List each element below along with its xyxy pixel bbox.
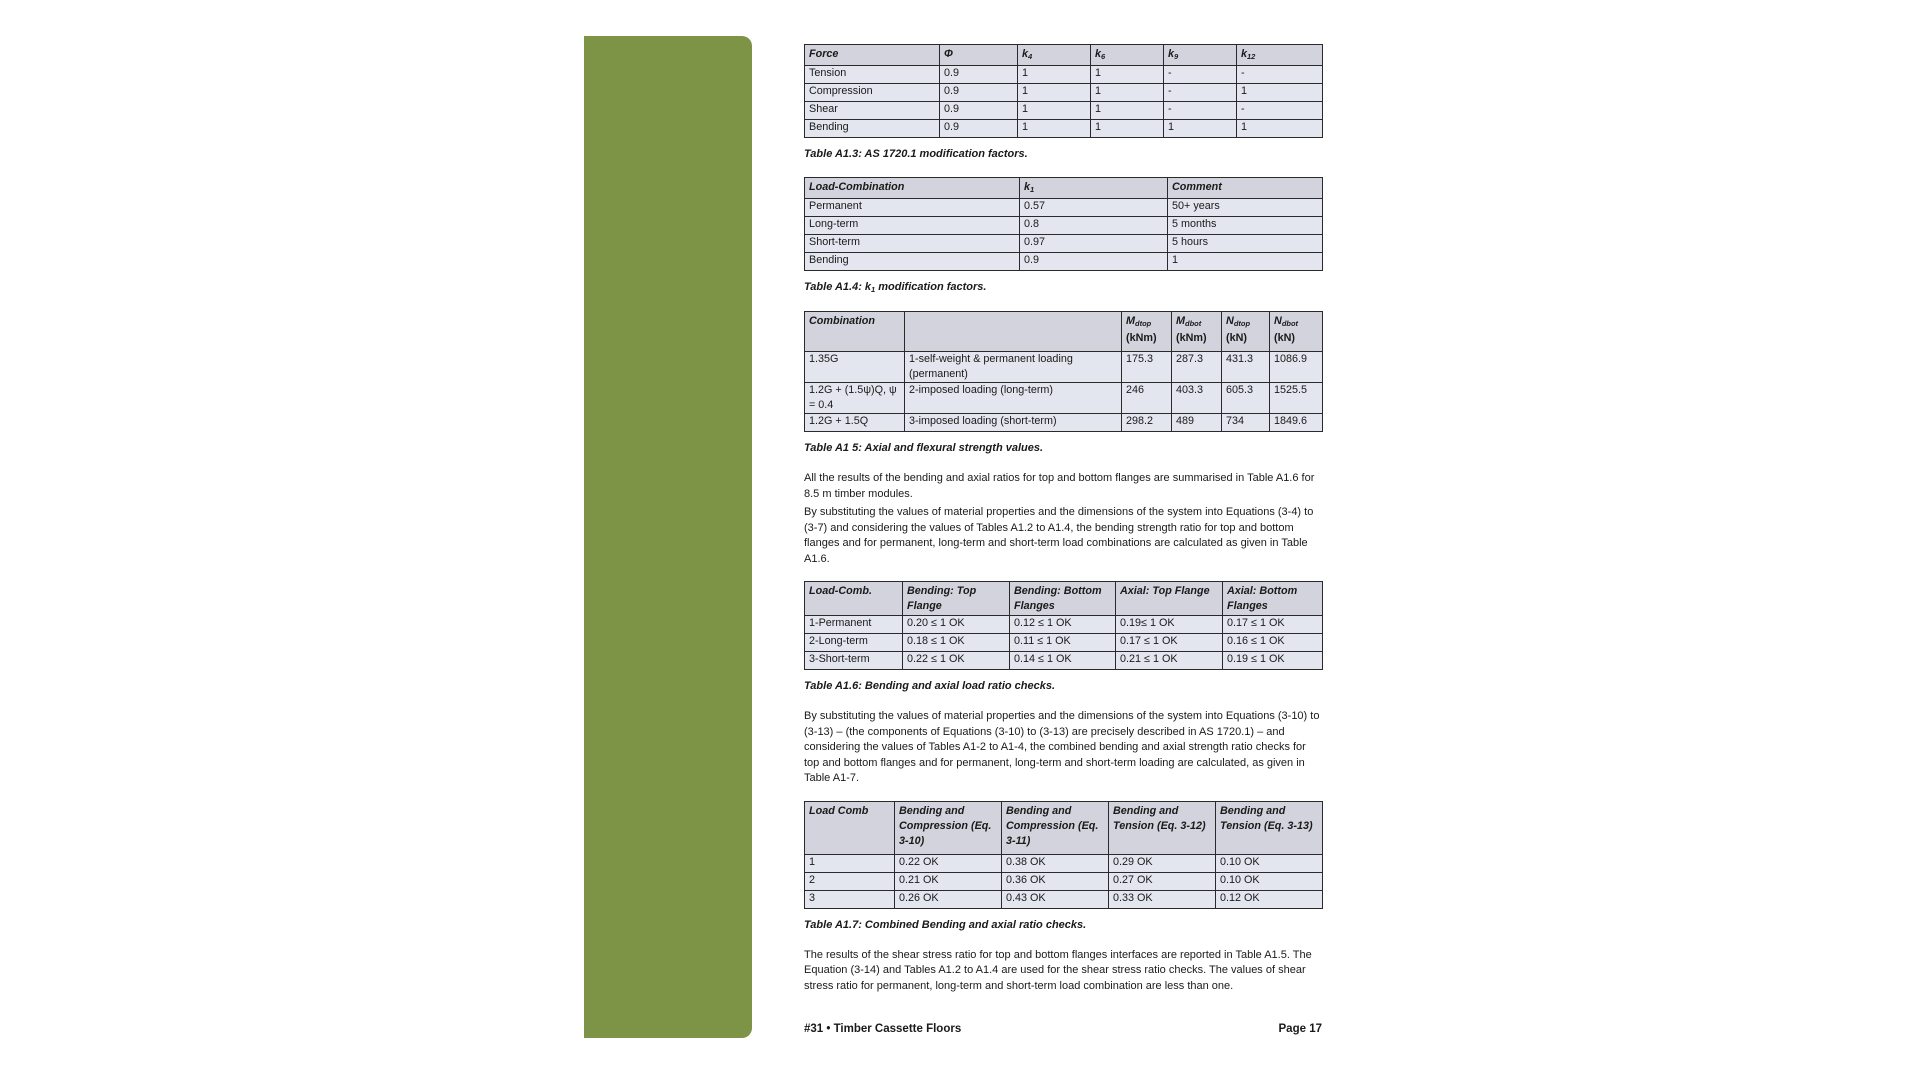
table-cell: 1	[1018, 120, 1091, 138]
table-cell: -	[1164, 84, 1237, 102]
table-header: Bending and Tension (Eq. 3-13)	[1216, 801, 1323, 854]
table-row	[805, 102, 1323, 120]
table-row	[805, 414, 1323, 432]
table-row	[805, 235, 1323, 253]
table-cell: 0.21 OK	[895, 872, 1002, 890]
table-cell: 0.8	[1020, 217, 1168, 235]
table-header: $N_{dtop}$ (kN)	[1222, 312, 1270, 352]
table-row	[805, 66, 1323, 84]
table-header: Bending and Compression (Eq. 3-11)	[1002, 801, 1109, 854]
table-cell: 0.10 OK	[1216, 872, 1323, 890]
table-header: Bending and Tension (Eq. 3-12)	[1109, 801, 1216, 854]
table-cell: 1086.9	[1270, 352, 1323, 383]
table-cell: Compression	[805, 84, 940, 102]
table-cell: 0.9	[940, 120, 1018, 138]
table-cell: 0.29 OK	[1109, 854, 1216, 872]
footer-title: #31 • Timber Cassette Floors	[804, 1023, 962, 1035]
table-cell: 1-self-weight & permanent loading (permanent)	[905, 352, 1122, 383]
table-cell: 1	[1091, 66, 1164, 84]
table-caption: Table A1.6: Bending and axial load ratio checks.	[804, 680, 1056, 692]
table-row	[805, 253, 1323, 271]
table-cell: 1	[1018, 84, 1091, 102]
table-a1-5	[804, 311, 1323, 432]
table-header: $k_9$	[1164, 45, 1237, 66]
paragraph: By substituting the values of material properties and the dimensions of the system into Equations (3-4) to (3-7) and considering the values of Tables A1.2 to A1.4, the bending strength ratio for top and bottom flanges and for permanent, long-term and short-term load combinations are calculated as given in Table A1.6.	[804, 506, 1314, 565]
table-cell: 3-imposed loading (short-term)	[905, 414, 1122, 432]
table-cell: 0.12 ≤ 1 OK	[1010, 616, 1116, 634]
table-header: $M_{dbot}$ (kNm)	[1172, 312, 1222, 352]
table-header: Bending: Bottom Flanges	[1010, 582, 1116, 616]
table-cell: 298.2	[1122, 414, 1172, 432]
table-cell: 0.36 OK	[1002, 872, 1109, 890]
table-cell: 0.11 ≤ 1 OK	[1010, 634, 1116, 652]
table-cell: 0.14 ≤ 1 OK	[1010, 652, 1116, 670]
table-cell: 1	[1091, 84, 1164, 102]
table-header: $N_{dbot}$ (kN)	[1270, 312, 1323, 352]
table-cell: 0.9	[940, 84, 1018, 102]
table-cell: 0.43 OK	[1002, 890, 1109, 908]
table-header: $k_{12}$	[1237, 45, 1323, 66]
table-row	[805, 199, 1323, 217]
table-header: $M_{dtop}$ (kNm)	[1122, 312, 1172, 352]
table-caption: Table A1.7: Combined Bending and axial ratio checks.	[804, 918, 1087, 931]
table-cell: Long-term	[805, 217, 1020, 235]
table-cell: 1525.5	[1270, 383, 1323, 414]
table-cell: 1	[805, 854, 895, 872]
table-cell: 3	[805, 890, 895, 908]
table-cell: 2-Long-term	[805, 634, 903, 652]
table-row	[805, 352, 1323, 383]
table-header: Axial: Top Flange	[1116, 582, 1223, 616]
table-cell: 0.21 ≤ 1 OK	[1116, 652, 1223, 670]
table-cell: 0.9	[1020, 253, 1168, 271]
page-footer	[804, 1023, 1322, 1035]
table-cell: 1-Permanent	[805, 616, 903, 634]
table-cell: Shear	[805, 102, 940, 120]
table-cell: 3-Short-term	[805, 652, 903, 670]
table-cell: 1	[1091, 102, 1164, 120]
table-cell: 734	[1222, 414, 1270, 432]
table-caption: Table A1.3: AS 1720.1 modification factors.	[804, 148, 1028, 160]
table-cell: 0.17 ≤ 1 OK	[1116, 634, 1223, 652]
table-header: Force	[805, 45, 940, 66]
table-cell: 287.3	[1172, 352, 1222, 383]
table-cell: 2-imposed loading (long-term)	[905, 383, 1122, 414]
table-cell: 175.3	[1122, 352, 1172, 383]
table-cell: 0.20 ≤ 1 OK	[903, 616, 1010, 634]
table-cell: 0.97	[1020, 235, 1168, 253]
table-cell: 2	[805, 872, 895, 890]
table-cell: 0.33 OK	[1109, 890, 1216, 908]
table-cell: 0.27 OK	[1109, 872, 1216, 890]
table-header: $k_4$	[1018, 45, 1091, 66]
table-cell: 489	[1172, 414, 1222, 432]
table-cell: Bending	[805, 253, 1020, 271]
table-cell: 1.2G + (1.5ψ)Q, ψ = 0.4	[805, 383, 905, 414]
table-cell: 0.10 OK	[1216, 854, 1323, 872]
page-content	[804, 44, 1322, 997]
table-row	[805, 872, 1323, 890]
table-cell: 0.18 ≤ 1 OK	[903, 634, 1010, 652]
table-row	[805, 217, 1323, 235]
paragraph: All the results of the bending and axial ratios for top and bottom flanges are summarised in Table A1.6 for 8.5 m timber modules.	[804, 472, 1315, 500]
table-a1-6	[804, 581, 1323, 670]
table-cell: 1	[1018, 102, 1091, 120]
paragraph: The results of the shear stress ratio for top and bottom flanges interfaces are reported in Table A1.5. The Equation (3-14) and Tables A1.2 to A1.4 are used for the shear stress ratio checks. The values of shear stress ratio for permanent, long-term and short-term load combination are less than one.	[804, 948, 1312, 992]
table-row	[805, 854, 1323, 872]
table-cell: 0.9	[940, 66, 1018, 84]
table-cell: 1.2G + 1.5Q	[805, 414, 905, 432]
table-header: Comment	[1168, 178, 1323, 199]
table-cell: 1	[1237, 120, 1323, 138]
table-cell: 50+ years	[1168, 199, 1323, 217]
table-header: Load-Comb.	[805, 582, 903, 616]
table-row	[805, 890, 1323, 908]
table-row	[805, 652, 1323, 670]
table-cell: -	[1164, 102, 1237, 120]
table-cell: Tension	[805, 66, 940, 84]
table-cell: 1	[1091, 120, 1164, 138]
table-header: Φ	[940, 45, 1018, 66]
sidebar-accent-bar	[584, 36, 752, 1038]
table-cell: 431.3	[1222, 352, 1270, 383]
table-cell: 0.12 OK	[1216, 890, 1323, 908]
table-cell: Short-term	[805, 235, 1020, 253]
table-row	[805, 120, 1323, 138]
table-cell: -	[1237, 66, 1323, 84]
table-cell: 1.35G	[805, 352, 905, 383]
table-cell: 0.17 ≤ 1 OK	[1223, 616, 1323, 634]
table-caption: Table A1.4: $k_1$ modification factors.	[804, 281, 987, 294]
paragraph: By substituting the values of material properties and the dimensions of the system into Equations (3-10) to (3-13) – (the components of Equations (3-10) to (3-13) are precisely described in AS 1720.1) – and considering the values of Tables A1-2 to A1-4, the combined bending and axial strength ratio checks for top and bottom flanges and for permanent, long-term and short-term loading are calculated, as given in Table A1-7.	[804, 710, 1320, 784]
table-cell: 0.26 OK	[895, 890, 1002, 908]
table-cell: 1	[1164, 120, 1237, 138]
table-cell: 1	[1018, 66, 1091, 84]
table-cell: Bending	[805, 120, 940, 138]
table-header	[905, 312, 1122, 352]
table-header: Bending: Top Flange	[903, 582, 1010, 616]
table-header: $k_1$	[1020, 178, 1168, 199]
table-a1-3	[804, 44, 1323, 138]
table-cell: 403.3	[1172, 383, 1222, 414]
table-header: Load-Combination	[805, 178, 1020, 199]
table-header: Load Comb	[805, 801, 895, 854]
table-cell: 0.57	[1020, 199, 1168, 217]
table-cell: 0.38 OK	[1002, 854, 1109, 872]
table-cell: 1	[1237, 84, 1323, 102]
table-caption: Table A1 5: Axial and flexural strength values.	[804, 442, 1044, 454]
table-row	[805, 634, 1323, 652]
table-cell: 0.22 ≤ 1 OK	[903, 652, 1010, 670]
table-cell: 0.16 ≤ 1 OK	[1223, 634, 1323, 652]
table-cell: -	[1237, 102, 1323, 120]
table-header: $k_6$	[1091, 45, 1164, 66]
table-header: Axial: Bottom Flanges	[1223, 582, 1323, 616]
table-row	[805, 616, 1323, 634]
table-cell: 5 months	[1168, 217, 1323, 235]
page-number: Page 17	[1278, 1023, 1322, 1035]
table-row	[805, 383, 1323, 414]
table-header: Bending and Compression (Eq. 3-10)	[895, 801, 1002, 854]
table-cell: 0.19≤ 1 OK	[1116, 616, 1223, 634]
table-cell: 605.3	[1222, 383, 1270, 414]
table-row	[805, 84, 1323, 102]
table-cell: 246	[1122, 383, 1172, 414]
table-cell: 5 hours	[1168, 235, 1323, 253]
table-header: Combination	[805, 312, 905, 352]
table-cell: 1	[1168, 253, 1323, 271]
table-a1-4	[804, 177, 1323, 271]
table-cell: 1849.6	[1270, 414, 1323, 432]
table-cell: 0.9	[940, 102, 1018, 120]
table-a1-7	[804, 801, 1323, 909]
table-cell: 0.22 OK	[895, 854, 1002, 872]
table-cell: 0.19 ≤ 1 OK	[1223, 652, 1323, 670]
table-cell: -	[1164, 66, 1237, 84]
table-cell: Permanent	[805, 199, 1020, 217]
